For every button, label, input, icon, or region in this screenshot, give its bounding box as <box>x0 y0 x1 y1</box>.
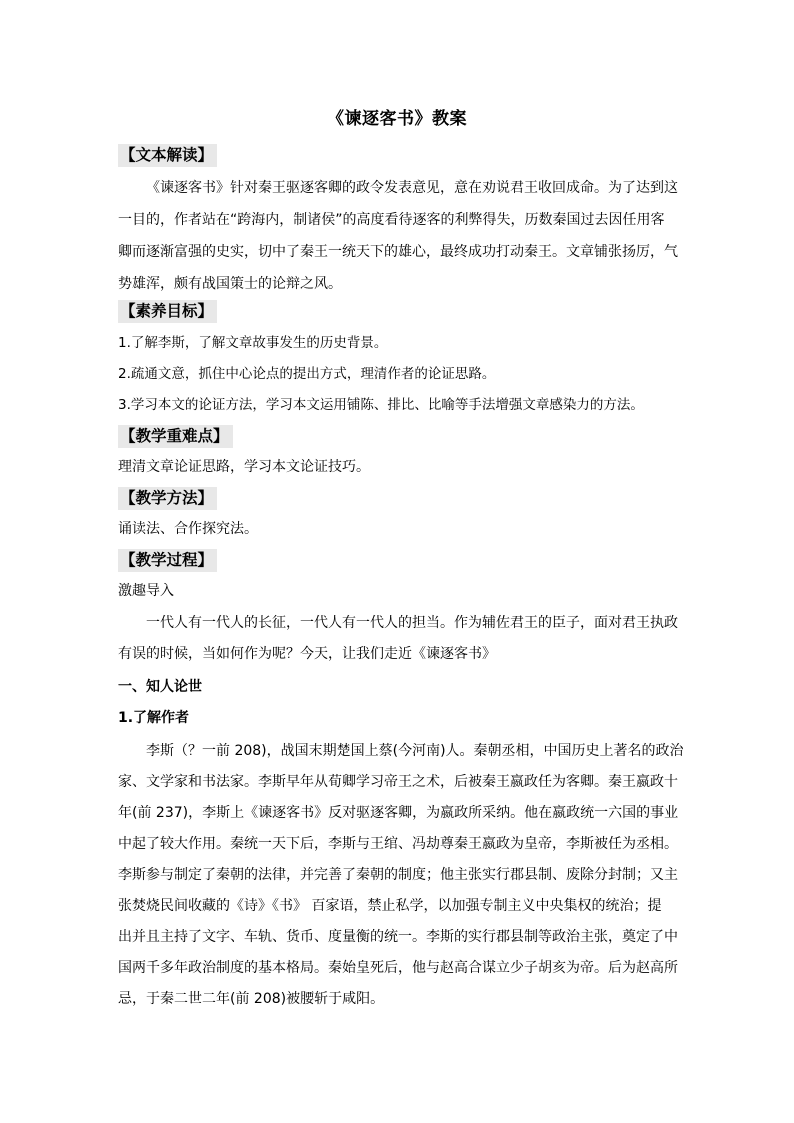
paragraph-line: 国两千多年政治制度的基本格局。秦始皇死后，他与赵高合谋立少子胡亥为帝。后为赵高所 <box>118 960 678 976</box>
paragraph-line: 李斯（？一前 208)，战国末期楚国上蔡(今河南)人。秦朝丞相，中国历史上著名的政治 <box>146 743 684 759</box>
paragraph-line: 出并且主持了文字、车轨、货币、度量衡的统一。李斯的实行郡县制等政治主张，奠定了中 <box>118 929 678 945</box>
section-heading-methods: 【教学方法】 <box>118 487 217 510</box>
paragraph-line: 理清文章论证思路，学习本文论证技巧。 <box>118 459 370 475</box>
paragraph-line: 家、文学家和书法家。李斯早年从荀卿学习帝王之术，后被秦王嬴政任为客卿。秦王嬴政十 <box>118 774 678 790</box>
paragraph-line: 张焚烧民间收藏的《诗》《书》 百家语，禁止私学，以加强专制主义中央集权的统治；提 <box>118 898 662 914</box>
paragraph-line: 《谏逐客书》针对秦王驱逐客卿的政令发表意见，意在劝说君王收回成命。为了达到这 <box>146 180 678 196</box>
paragraph-line: 诵读法、合作探究法。 <box>118 521 258 537</box>
goal-item: 2.疏通文意，抓住中心论点的提出方式，理清作者的论证思路。 <box>118 366 496 382</box>
paragraph-line: 李斯参与制定了秦朝的法律，并完善了秦朝的制度；他主张实行郡县制、废除分封制；又主 <box>118 867 678 883</box>
section-heading-goals: 【素养目标】 <box>118 300 217 323</box>
intro-label: 激趣导入 <box>118 583 174 599</box>
paragraph-line: 一代人有一代人的长征，一代人有一代人的担当。作为辅佐君王的臣子，面对君王执政 <box>146 615 678 631</box>
paragraph-line: 中起了较大作用。秦统一天下后，李斯与王绾、冯劫尊秦王嬴政为皇帝，李斯被任为丞相。 <box>118 836 678 852</box>
section-heading-key-points: 【教学重难点】 <box>118 425 233 448</box>
paragraph-line: 有误的时候，当如何作为呢？今天，让我们走近《谏逐客书》 <box>118 646 496 662</box>
section-heading-text-reading: 【文本解读】 <box>118 144 217 167</box>
paragraph-line: 忌，于秦二世二年(前 208)被腰斩于咸阳。 <box>118 991 385 1007</box>
goal-item: 3.学习本文的论证方法，学习本文运用铺陈、排比、比喻等手法增强文章感染力的方法。 <box>118 397 644 413</box>
section-heading-process: 【教学过程】 <box>118 549 217 572</box>
subsection-title: 1.了解作者 <box>118 710 190 726</box>
paragraph-line: 势雄浑，颇有战国策士的论辩之风。 <box>118 276 342 292</box>
paragraph-line: 卿而逐渐富强的史实，切中了秦王一统天下的雄心，最终成功打动秦王。文章铺张扬厉，气 <box>118 244 678 260</box>
part-title: 一、知人论世 <box>118 679 202 695</box>
document-title: 《谏逐客书》教案 <box>327 109 467 129</box>
paragraph-line: 年(前 237)，李斯上《谏逐客书》反对驱逐客卿，为嬴政所采纳。他在嬴政统一六国的事业 <box>118 805 679 821</box>
goal-item: 1.了解李斯，了解文章故事发生的历史背景。 <box>118 335 388 351</box>
paragraph-line: 一目的，作者站在“跨海内，制诸侯”的高度看待逐客的利弊得失，历数秦国过去因任用客 <box>118 212 665 228</box>
